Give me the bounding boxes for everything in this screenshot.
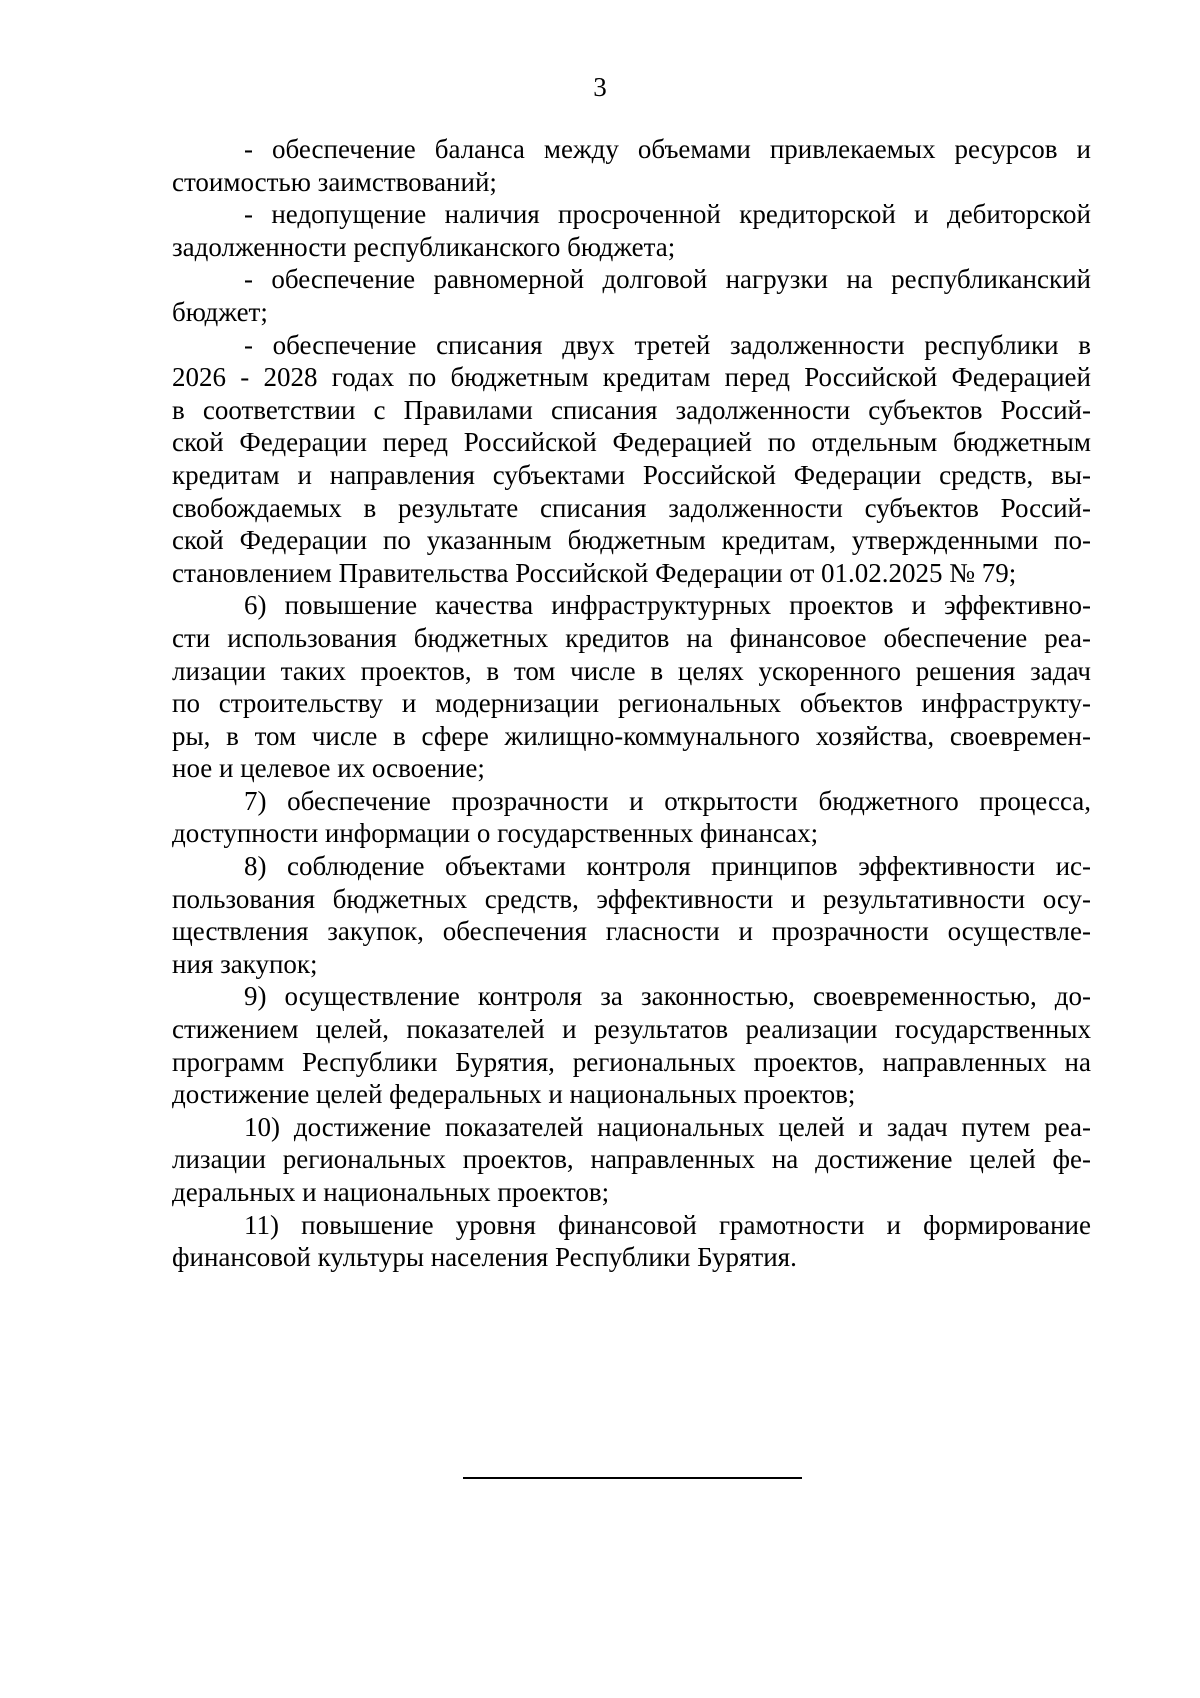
paragraph-line: сти использования бюджетных кредитов на финансовое обеспечение реа- [172,622,1091,653]
paragraph-line: программ Республики Бурятия, региональных проектов, направленных на [172,1046,1091,1077]
paragraph-line: ное и целевое их освоение; [172,753,485,784]
paragraph [172,1209,1091,1274]
document-body [172,133,1091,1274]
paragraph [172,198,1091,263]
paragraph-line: свобождаемых в результате списания задолженности субъектов Россий- [172,492,1091,523]
paragraph-line: финансовой культуры населения Республики Бурятия. [172,1242,797,1273]
paragraph-line: задолженности республиканского бюджета; [172,231,676,262]
paragraph-line: бюджет; [172,296,268,327]
paragraph-line: ществления закупок, обеспечения гласности и прозрачности осуществле- [172,916,1091,947]
paragraph-line: 7) обеспечение прозрачности и открытости бюджетного процесса, [244,785,1091,816]
paragraph-line: доступности информации о государственных финансах; [172,818,819,849]
paragraph-line: лизации региональных проектов, направленных на достижение целей фе- [172,1144,1091,1175]
paragraph-line: 11) повышение уровня финансовой грамотности и формирование [244,1209,1091,1240]
paragraph-line: достижение целей федеральных и национальных проектов; [172,1079,856,1110]
paragraph [172,785,1091,850]
paragraph-line: становлением Правительства Российской Федерации от 01.02.2025 № 79; [172,557,1017,588]
paragraph-line: 8) соблюдение объектами контроля принципов эффективности ис- [244,851,1091,882]
paragraph [172,850,1091,980]
end-divider [463,1477,802,1479]
paragraph [172,589,1091,785]
paragraph-line: - недопущение наличия просроченной кредиторской и дебиторской [244,199,1091,230]
paragraph-line: пользования бюджетных средств, эффективности и результативности осу- [172,883,1091,914]
paragraph-line: стижением целей, показателей и результатов реализации государственных [172,1014,1091,1045]
paragraph [172,133,1091,198]
paragraph [172,263,1091,328]
paragraph-line: 10) достижение показателей национальных целей и задач путем реа- [244,1111,1091,1142]
paragraph-line: ния закупок; [172,948,318,979]
paragraph-line: ской Федерации перед Российской Федерацией по отдельным бюджетным [172,427,1091,458]
paragraph [172,329,1091,590]
paragraph-line: ской Федерации по указанным бюджетным кредитам, утвержденными по- [172,525,1091,556]
paragraph [172,980,1091,1110]
paragraph-line: ры, в том числе в сфере жилищно-коммунального хозяйства, своевремен- [172,720,1091,751]
paragraph [172,1111,1091,1209]
paragraph-line: стоимостью заимствований; [172,166,497,197]
paragraph-line: 2026 - 2028 годах по бюджетным кредитам перед Российской Федерацией [172,362,1091,393]
paragraph-line: - обеспечение равномерной долговой нагрузки на республиканский [244,264,1091,295]
paragraph-line: в соответствии с Правилами списания задолженности субъектов Россий- [172,394,1091,425]
paragraph-line: 6) повышение качества инфраструктурных проектов и эффективно- [244,590,1091,621]
paragraph-line: лизации таких проектов, в том числе в целях ускоренного решения задач [172,655,1091,686]
paragraph-line: - обеспечение баланса между объемами привлекаемых ресурсов и [244,134,1091,164]
paragraph-line: по строительству и модернизации региональных объектов инфраструкту- [172,688,1091,719]
paragraph-line: деральных и национальных проектов; [172,1177,610,1207]
page-number: 3 [593,72,607,102]
paragraph-line: - обеспечение списания двух третей задолженности республики в [244,329,1091,360]
paragraph-line: 9) осуществление контроля за законностью, своевременностью, до- [244,981,1091,1012]
paragraph-line: кредитам и направления субъектами Российской Федерации средств, вы- [172,459,1091,490]
